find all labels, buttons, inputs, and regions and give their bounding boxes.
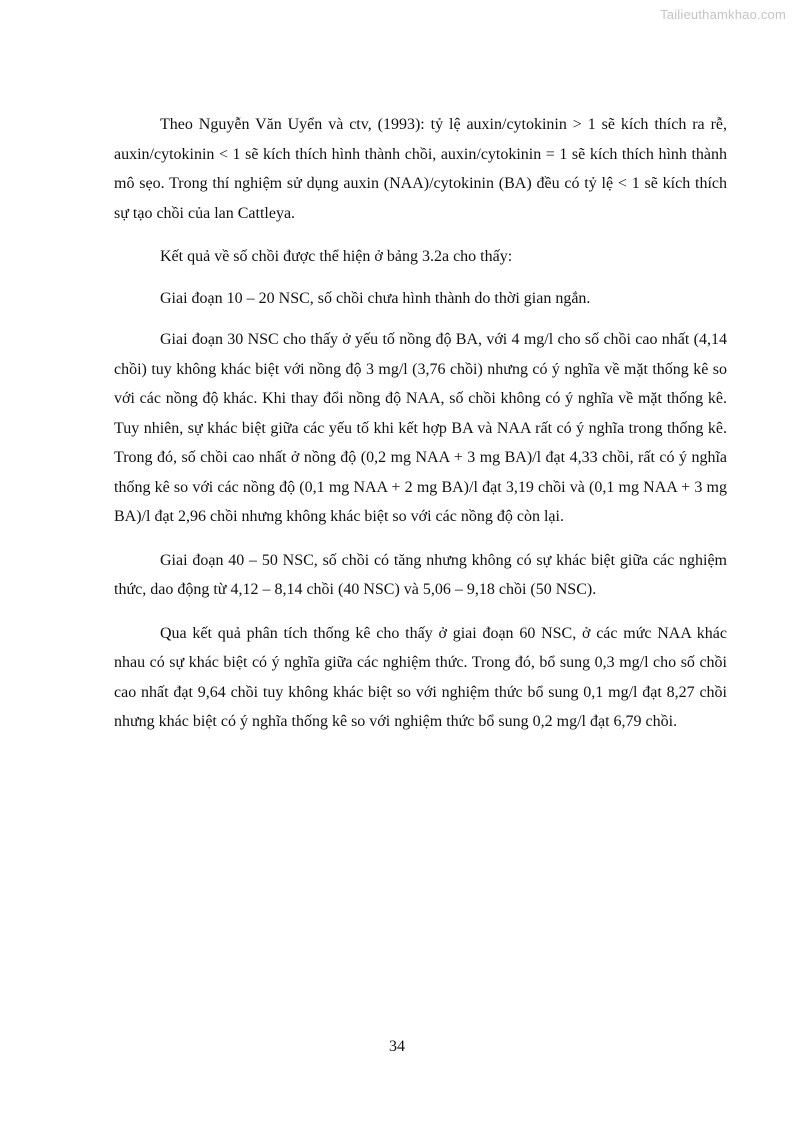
paragraph-stage-30: Giai đoạn 30 NSC cho thấy ở yếu tố nồng độ BA, với 4 mg/l cho số chồi cao nhất (4,14 chồi) tuy không khác biệt với nồng độ 3 mg/l (3,76 chồi) nhưng có ý nghĩa về mặt thống kê so với các nồng độ khác. Khi thay đổi nồng độ NAA, số chồi không có ý nghĩa về mặt thống kê. Tuy nhiên, sự khác biệt giữa các yếu tố khi kết hợp BA và NAA rất có ý nghĩa trong thống kê. Trong đó, số chồi cao nhất ở nồng độ (0,2 mg NAA + 3 mg BA)/l đạt 4,33 chồi, rất có ý nghĩa thống kê so với các nồng độ (0,1 mg NAA + 2 mg BA)/l đạt 3,19 chồi và (0,1 mg NAA + 3 mg BA)/l đạt 2,96 chồi nhưng không khác biệt so với các nồng độ còn lại.	[114, 331, 727, 525]
paragraph-stage-60: Qua kết quả phân tích thống kê cho thấy ở giai đoạn 60 NSC, ở các mức NAA khác nhau có sự khác biệt có ý nghĩa giữa các nghiệm thức. Trong đó, bổ sung 0,3 mg/l cho số chồi cao nhất đạt 9,64 chồi tuy không khác biệt so với nghiệm thức bổ sung 0,1 mg/l đạt 8,27 chồi nhưng khác biệt có ý nghĩa thống kê so với nghiệm thức bổ sung 0,2 mg/l đạt 6,79 chồi.	[114, 624, 727, 730]
document-body	[114, 110, 727, 751]
paragraph-results-intro: Kết quả về số chồi được thể hiện ở bảng 3.2a cho thấy:	[160, 248, 513, 265]
page-number: 34	[389, 1038, 405, 1055]
paragraph-stage-40-50: Giai đoạn 40 – 50 NSC, số chồi có tăng nhưng không có sự khác biệt giữa các nghiệm thức, dao động từ 4,12 – 8,14 chồi (40 NSC) và 5,06 – 9,18 chồi (50 NSC).	[114, 551, 727, 598]
paragraph-auxin-cytokinin-ratio: Theo Nguyễn Văn Uyển và ctv, (1993): tỷ lệ auxin/cytokinin > 1 sẽ kích thích ra rễ, auxin/cytokinin < 1 sẽ kích thích hình thành chồi, auxin/cytokinin = 1 sẽ kích thích hình thành mô sẹo. Trong thí nghiệm sử dụng auxin (NAA)/cytokinin (BA) đều có tỷ lệ < 1 sẽ kích thích sự tạo chồi của lan Cattleya.	[114, 116, 727, 222]
watermark-text: Tailieuthamkhao.com	[660, 7, 786, 22]
paragraph-stage-10-20: Giai đoạn 10 – 20 NSC, số chồi chưa hình thành do thời gian ngắn.	[160, 289, 591, 307]
